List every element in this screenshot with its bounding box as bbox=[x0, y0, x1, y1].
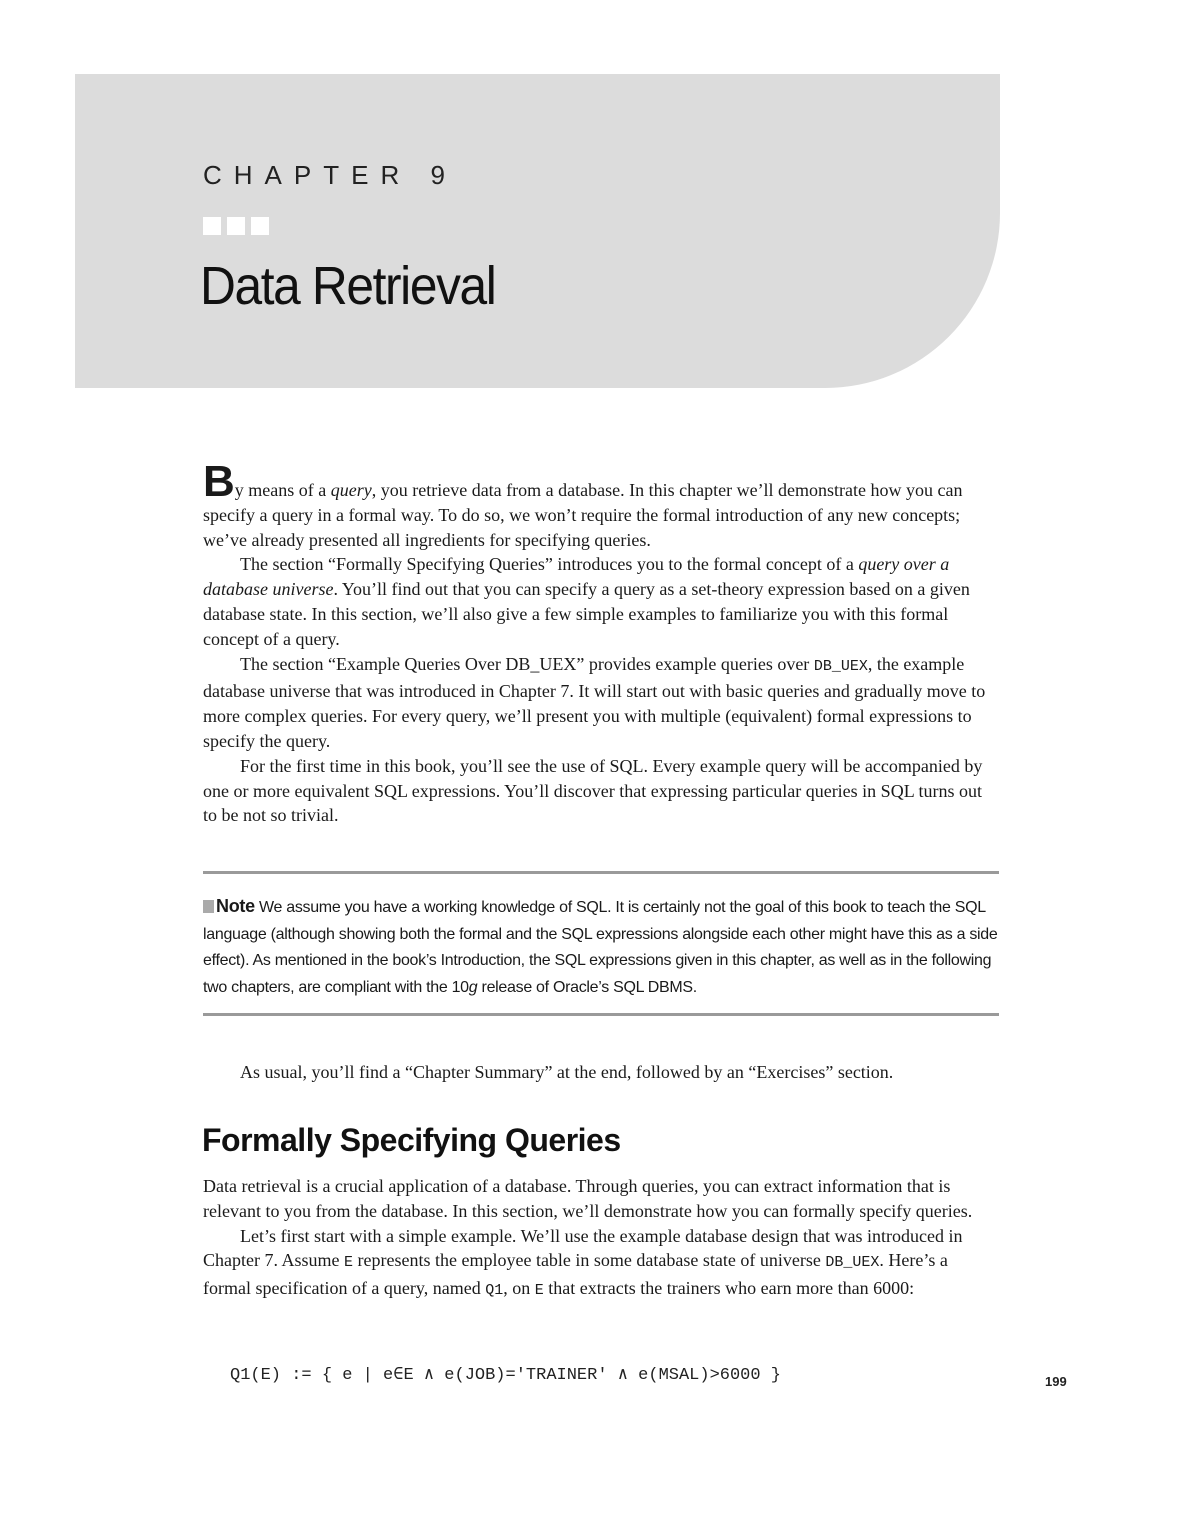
text-span: The section “Formally Specifying Queries” introduces you to the formal concept of a bbox=[240, 554, 859, 575]
emphasis: g bbox=[468, 978, 478, 996]
note-box bbox=[203, 893, 999, 1001]
section-paragraph-1: Data retrieval is a crucial application of a database. Through queries, you can extract information that is relevant to you from the database. In this section, we’ll demonstrate how you can formally specify queries. bbox=[203, 1176, 973, 1221]
code-term: E bbox=[344, 1254, 354, 1272]
text-span: . Here’s a formal specification of a query, named bbox=[203, 1250, 948, 1299]
code-term: DB_UEX bbox=[825, 1254, 880, 1272]
emphasis: query over a database universe bbox=[203, 554, 950, 600]
note-text: We assume you have a working knowledge of SQL. It is certainly not the goal of this book to teach the SQL language (although showing both the formal and the SQL expressions alongside each other might have this as a side effect). As mentioned in the book’s Introduction, the SQL expressions given in this chapter, as well as in the following two chapters, are compliant with the 10 bbox=[203, 899, 998, 996]
intro-paragraph-4: For the first time in this book, you’ll see the use of SQL. Every example query will be accompanied by one or more equivalent SQL expressions. You’ll discover that expressing particular queries in SQL turns out to be not so trivial. bbox=[203, 755, 983, 826]
summary-paragraph: As usual, you’ll find a “Chapter Summary” at the end, followed by an “Exercises” section. bbox=[240, 1062, 894, 1082]
text-span: , you retrieve data from a database. In this chapter we’ll demonstrate how you can specify a query in a formal way. To do so, we won’t require the formal introduction of any new concepts; we’ve already presented all ingredients for specifying queries. bbox=[203, 480, 963, 550]
text-span: The section “Example Queries Over DB_UEX” provides example queries over bbox=[240, 653, 814, 674]
query-formula: Q1(E) := { e | e∈E ∧ e(JOB)='TRAINER' ∧ e(MSAL)>6000 } bbox=[230, 1366, 781, 1385]
text-span: , the example database universe that was introduced in Chapter 7. It will start out with basic queries and gradually move to more complex queries. For every query, we’ll present you with multiple (equivalent) formal expressions to specify the query. bbox=[203, 653, 986, 751]
intro-paragraph-3 bbox=[203, 652, 998, 754]
text-span: that extracts the trainers who earn more than 6000: bbox=[543, 1278, 915, 1299]
text-span: . You’ll find out that you can specify a query as a set-theory expression based on a given database state. In this section, we’ll also give a few simple examples to familiarize you with this formal concept of a query. bbox=[203, 579, 970, 649]
note-marker bbox=[203, 900, 214, 913]
summary-text bbox=[203, 1060, 998, 1085]
emphasis: query bbox=[330, 480, 372, 500]
text-span: represents the employee table in some database state of universe bbox=[353, 1250, 826, 1271]
decor-square bbox=[227, 217, 245, 235]
text-span: y means of a bbox=[234, 480, 331, 500]
chapter-title: Data Retrieval bbox=[200, 256, 496, 316]
intro-text bbox=[203, 457, 998, 828]
note-text: release of Oracle’s SQL DBMS. bbox=[477, 978, 697, 996]
page-number: 199 bbox=[1045, 1374, 1067, 1389]
note-bottom-rule bbox=[203, 1013, 999, 1016]
decor-square bbox=[203, 217, 221, 235]
chapter-decoration bbox=[203, 217, 269, 235]
chapter-label: CHAPTER 9 bbox=[203, 160, 457, 190]
decor-square bbox=[251, 217, 269, 235]
code-term: E bbox=[534, 1282, 544, 1300]
section-text bbox=[203, 1174, 998, 1304]
intro-paragraph-1 bbox=[203, 457, 998, 552]
note-label: Note bbox=[216, 896, 255, 916]
note-top-rule bbox=[203, 871, 999, 874]
code-term: Q1 bbox=[485, 1282, 504, 1300]
section-heading: Formally Specifying Queries bbox=[202, 1122, 621, 1158]
drop-cap: B bbox=[203, 457, 235, 506]
intro-paragraph-2 bbox=[203, 552, 998, 651]
section-paragraph-2 bbox=[203, 1224, 998, 1304]
text-span: , on bbox=[503, 1278, 535, 1299]
text-span: Let’s first start with a simple example. We’ll use the example database design that was introduced in Chapter 7. Assume bbox=[203, 1225, 963, 1271]
code-term: DB_UEX bbox=[813, 657, 868, 675]
